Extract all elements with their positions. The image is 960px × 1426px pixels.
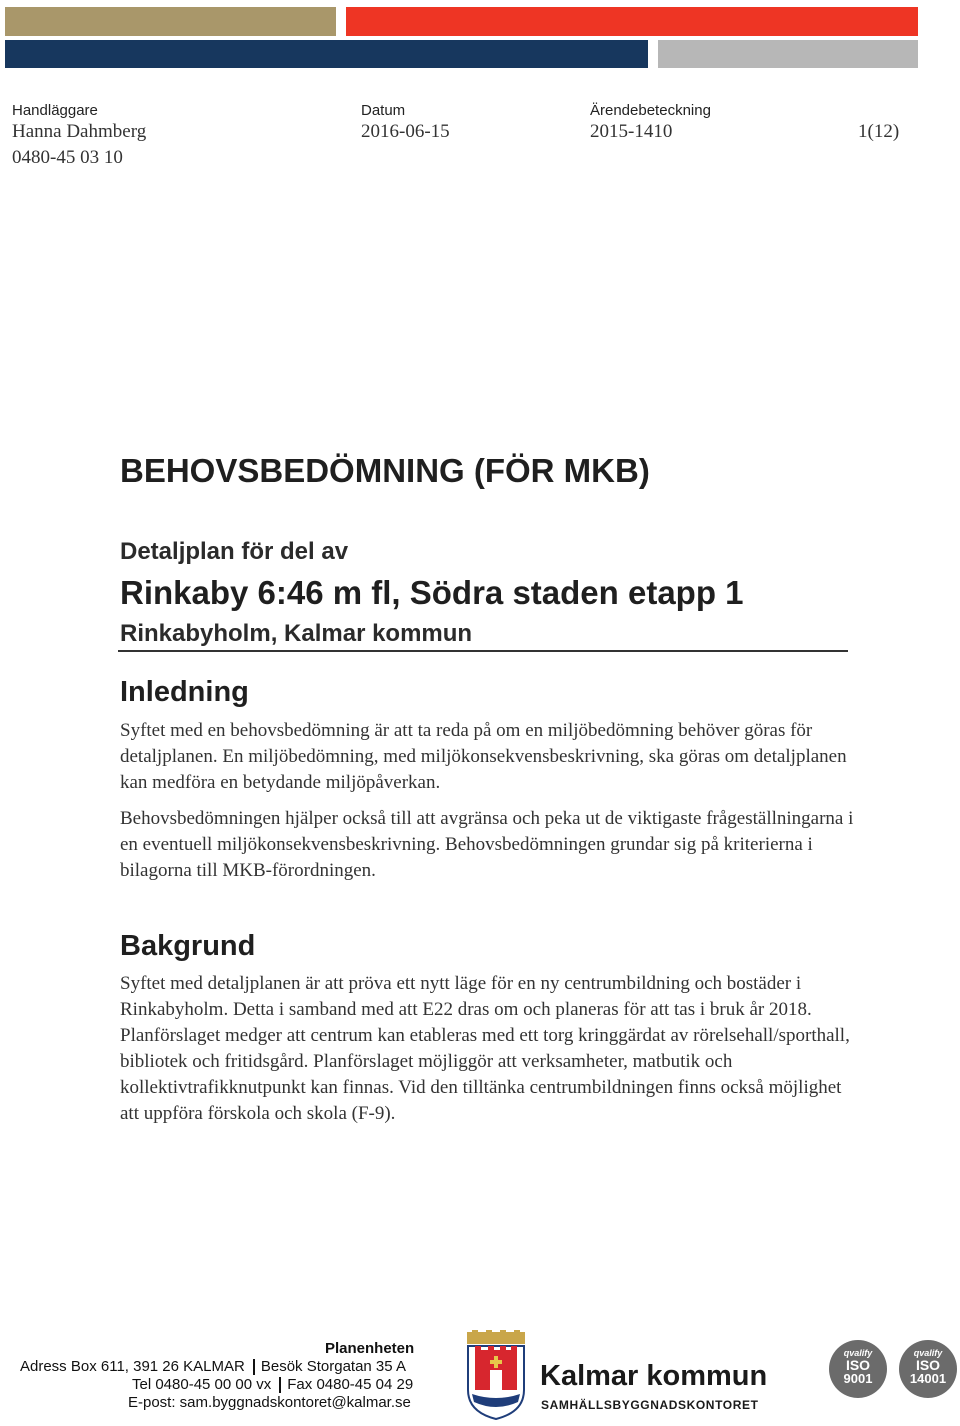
plan-subtitle: Detaljplan för del av bbox=[120, 538, 349, 565]
footer-separator bbox=[253, 1359, 255, 1375]
top-bar-navy bbox=[5, 40, 648, 68]
footer-visit: Besök Storgatan 35 A bbox=[260, 1358, 406, 1375]
footer-tel: Tel 0480-45 00 00 vx bbox=[132, 1376, 272, 1393]
handlaggare-label: Handläggare bbox=[12, 102, 98, 119]
badge-qvalify-text: qvalify bbox=[843, 1348, 873, 1358]
footer-phone-line bbox=[132, 1376, 413, 1393]
kalmar-kommun-logo-text: Kalmar kommun bbox=[540, 1360, 768, 1392]
badge-iso-text: ISO bbox=[845, 1357, 871, 1373]
top-bar-grey bbox=[658, 40, 918, 68]
badge-iso-text: ISO bbox=[915, 1357, 941, 1373]
badge-number-text: 9001 bbox=[843, 1371, 873, 1386]
document-title: BEHOVSBEDÖMNING (FÖR MKB) bbox=[120, 452, 650, 489]
footer-address-line bbox=[20, 1358, 406, 1375]
plan-name: Rinkaby 6:46 m fl, Södra staden etapp 1 bbox=[120, 574, 744, 611]
inledning-paragraph-2: Behovsbedömningen hjälper också till att avgränsa och peka ut de viktigaste frågeställningarna i en eventuell miljökonsekvensbeskrivning. Behovsbedömningen grundar sig på kriterierna i bilagorna till MKB-förordningen. bbox=[120, 808, 854, 881]
datum-label: Datum bbox=[361, 102, 406, 119]
heading-inledning: Inledning bbox=[120, 676, 249, 708]
top-bar-red bbox=[346, 7, 918, 36]
arende-label: Ärendebeteckning bbox=[590, 102, 711, 119]
top-bar-gold bbox=[5, 7, 336, 36]
handlaggare-phone: 0480-45 03 10 bbox=[12, 147, 123, 168]
arende-value: 2015-1410 bbox=[590, 121, 673, 142]
kalmar-coat-of-arms-icon bbox=[464, 1330, 528, 1420]
bakgrund-paragraph: Syftet med detaljplanen är att pröva ett nytt läge för en ny centrumbildning och bostäder i Rinkabyholm. Detta i samband med att E22 dras om och planeras för att tas i bruk år 2018. Planförslaget medger att centrum kan etableras med ett torg kringgärdat av rörelsehall/sporthall, bibliotek och fritidsgård. Planförslaget möjliggör att verksamheter, matbutik och kollektivtrafikknutpunkt kan finnas. Vid den tilltänka centrumbildningen finns också möjlighet att uppföra förskola och skola (F-9). bbox=[120, 973, 850, 1124]
footer-separator bbox=[279, 1377, 281, 1393]
plan-location: Rinkabyholm, Kalmar kommun bbox=[120, 620, 473, 647]
footer-address: Adress Box 611, 391 26 KALMAR bbox=[20, 1358, 245, 1375]
badge-qvalify-text: qvalify bbox=[913, 1348, 943, 1358]
iso-14001-badge bbox=[899, 1340, 957, 1398]
inledning-paragraph-1: Syftet med en behovsbedömning är att ta reda på om en miljöbedömning behöver göras för detaljplanen. En miljöbedömning, med miljökonsekvensbeskrivning, ska göras om detaljplanen kan medföra en betydande miljöpåverkan. bbox=[120, 720, 847, 793]
iso-9001-badge bbox=[829, 1340, 887, 1398]
heading-bakgrund: Bakgrund bbox=[120, 930, 256, 962]
footer-unit: Planenheten bbox=[325, 1340, 415, 1357]
badge-number-text: 14001 bbox=[909, 1371, 947, 1386]
datum-value: 2016-06-15 bbox=[361, 121, 450, 142]
footer-fax: Fax 0480-45 04 29 bbox=[287, 1376, 414, 1393]
samhallsbyggnadskontoret-logo-text: SAMHÄLLSBYGGNADSKONTORET bbox=[541, 1398, 759, 1412]
page-number: 1(12) bbox=[858, 121, 900, 142]
footer-email: E-post: sam.byggnadskontoret@kalmar.se bbox=[128, 1394, 411, 1411]
handlaggare-name: Hanna Dahmberg bbox=[12, 121, 147, 142]
title-divider bbox=[118, 650, 848, 652]
